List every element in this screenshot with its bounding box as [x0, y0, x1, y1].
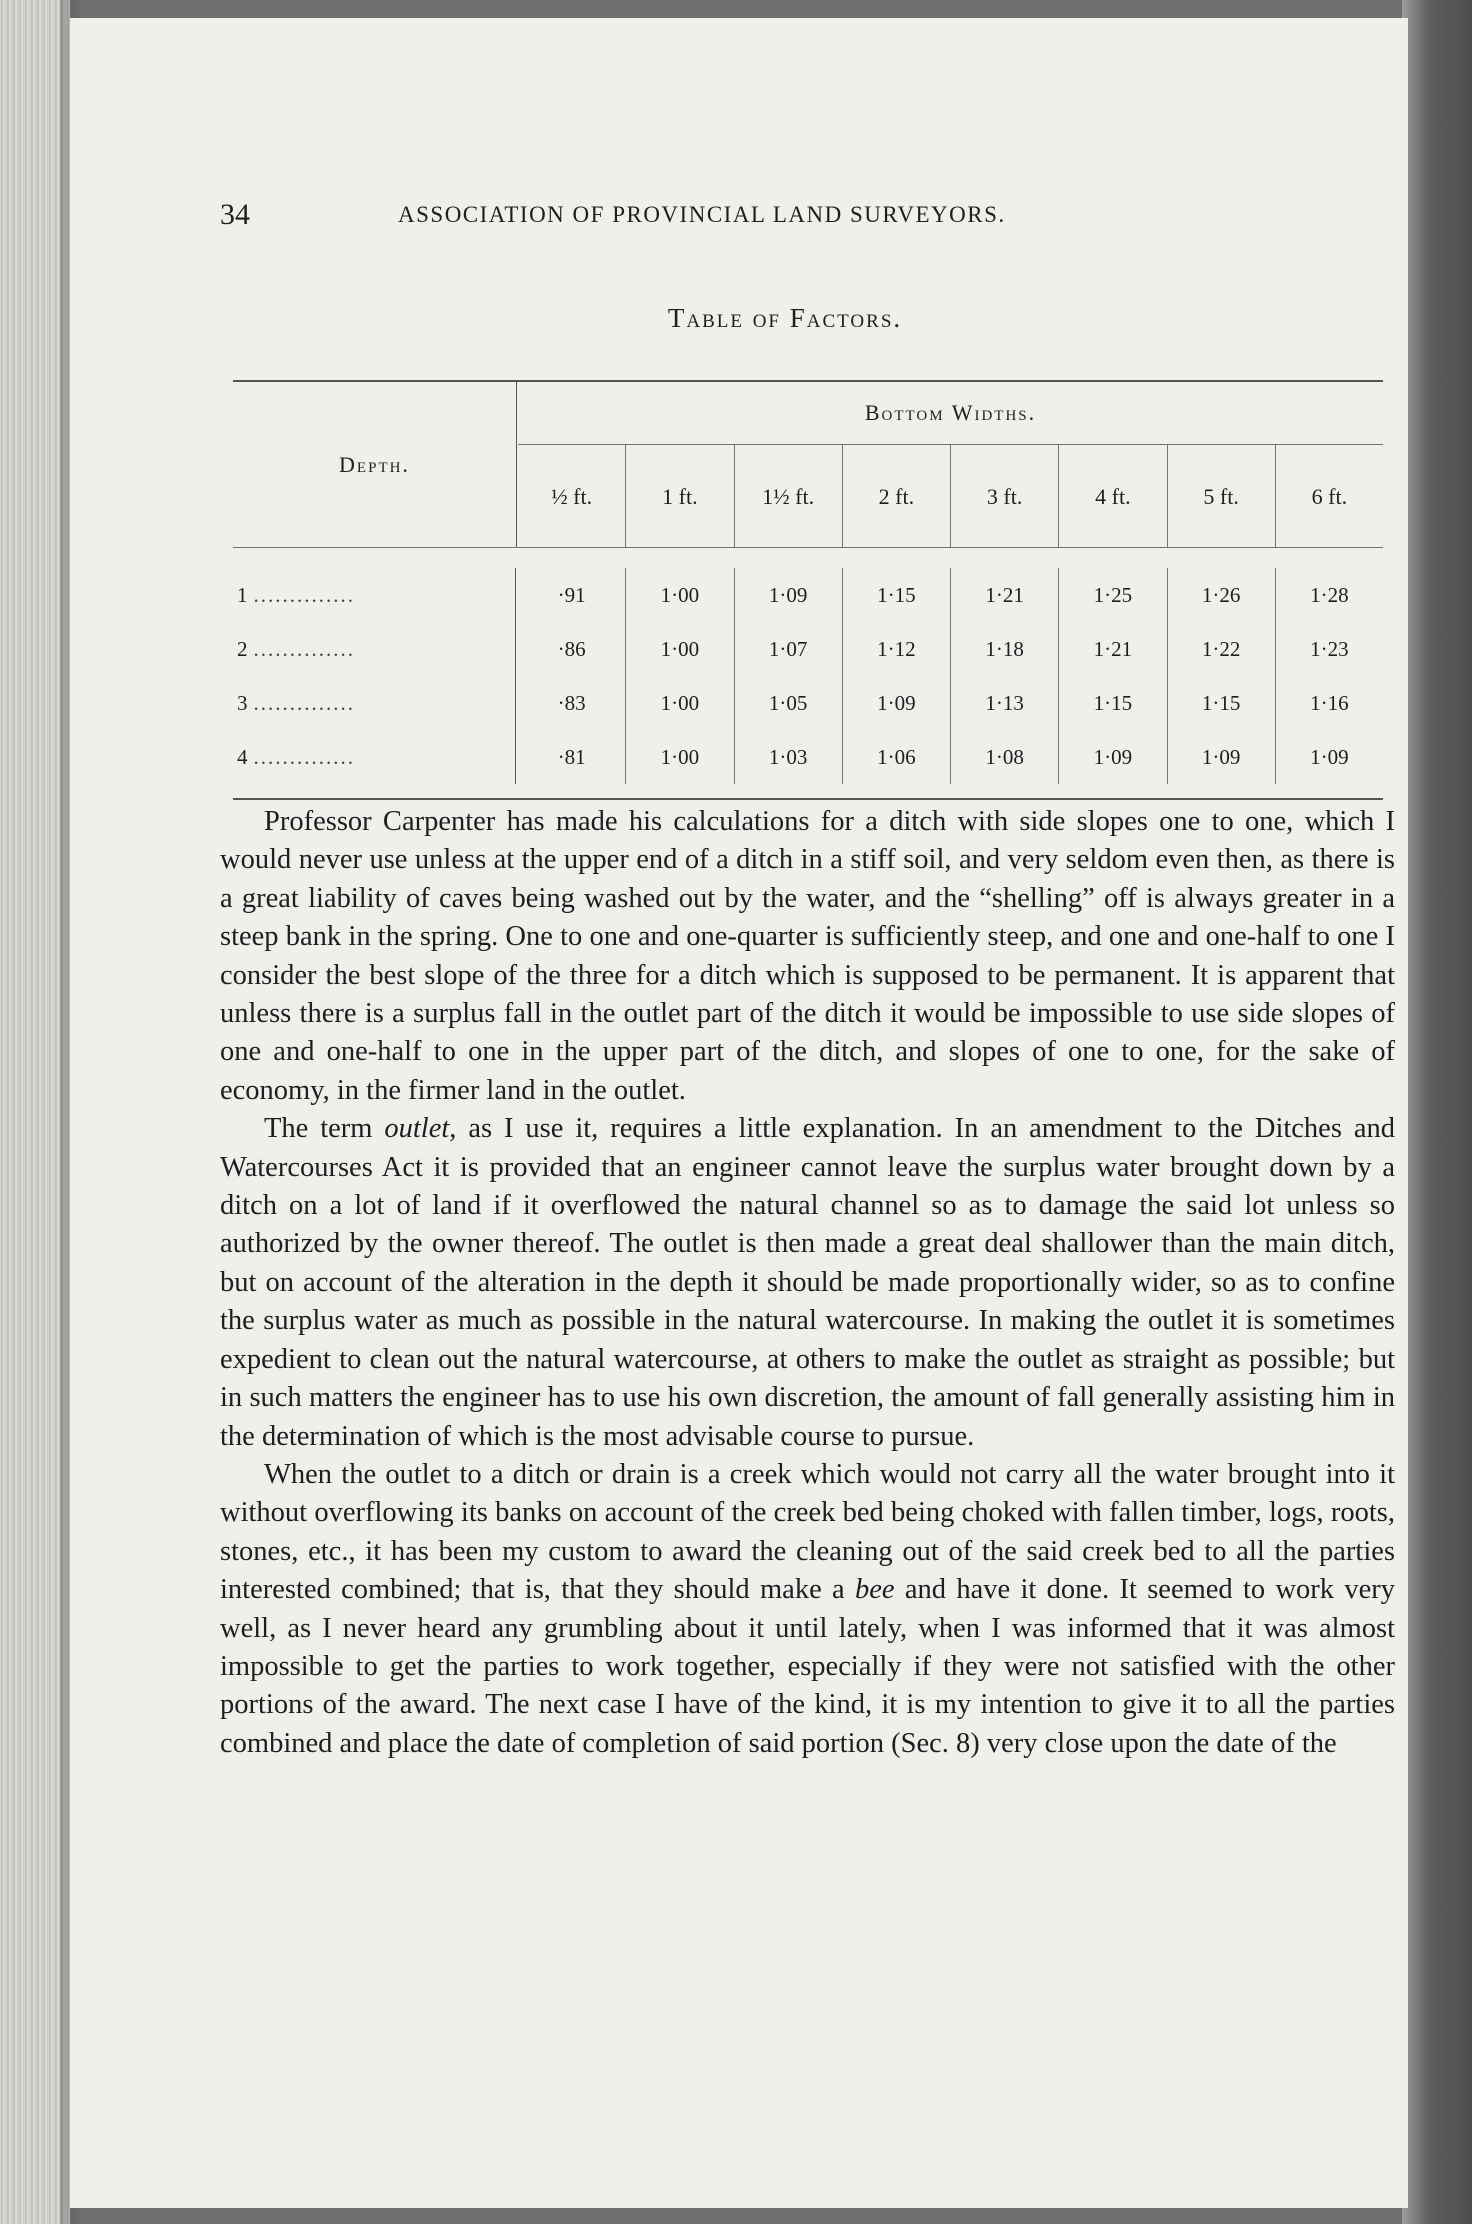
row-cells: [516, 730, 1383, 784]
text-run: The term: [264, 1113, 385, 1145]
column-header: 5 ft.: [1168, 445, 1276, 548]
table-head: [233, 382, 1383, 548]
paragraph: [220, 1456, 1395, 1763]
table-cell: 1·28: [1310, 582, 1349, 607]
table-row: [233, 568, 1383, 622]
leader-dots: ..............: [253, 744, 355, 769]
row-cells: [516, 676, 1383, 730]
row-cells: [516, 568, 1383, 622]
table-cell: 1·00: [626, 568, 734, 622]
table-cell: 1·22: [1168, 622, 1276, 676]
leader-dots: ..............: [253, 690, 355, 715]
table-cell: 1·09: [1059, 730, 1167, 784]
page-right-edge: [1402, 0, 1472, 2224]
column-header: 3 ft.: [951, 445, 1059, 548]
table-cell: 1·00: [626, 730, 734, 784]
text-run: When the outlet to a ditch or drain is a creek which would not carry all the water brought into it without overflowing its banks on account of the creek bed being choked with fallen timber, logs, roots, stones, etc., it has been my custom to award the cleaning out of the said creek bed to all the parties interested combined; that is, that they should make a: [220, 1458, 1395, 1606]
depth-value: 2: [237, 636, 248, 661]
table-cell: 1·12: [843, 622, 951, 676]
row-cells: [516, 622, 1383, 676]
table-cell: ·83: [518, 676, 626, 730]
column-header: 1 ft.: [626, 445, 734, 548]
table-cell: 1·07: [735, 622, 843, 676]
column-header: 6 ft.: [1311, 483, 1348, 509]
leader-dots: ..............: [253, 582, 355, 607]
table-cell: 1·15: [843, 568, 951, 622]
leader-dots: ..............: [253, 636, 355, 661]
table-body: [233, 548, 1383, 798]
depth-value: 1: [237, 582, 248, 607]
page-number: 34: [220, 198, 250, 231]
text-run: , as I use it, requires a little explanation. In an amendment to the Ditches and Watercourses Act it is provided that an engineer cannot leave the surplus water brought down by a ditch on a lot of land if it overflowed the natural channel so as to damage the said lot unless so authorized by the owner thereof. The outlet is then made a great deal shallower than the main ditch, but on account of the alteration in the depth it should be made proportionally wider, so as to confine the surplus water as much as possible in the natural watercourse. In making the outlet it is sometimes expedient to clean out the natural watercourse, at others to make the outlet as straight as possible; but in such matters the engineer has to use his own discretion, the amount of fall generally assisting him in the determination of which is the most advisable course to pursue.: [220, 1113, 1395, 1452]
table-cell: ·86: [518, 622, 626, 676]
text-run: and have it done. It seemed to work very well, as I never heard any grumbling about it until lately, when I was informed that it was almost impossible to get the parties to work together, especially if they were not satisfied with the other portions of the award. The next case I have of the kind, it is my intention to give it to all the parties combined and place the date of completion of said portion (Sec. 8) very close upon the date of the: [220, 1574, 1396, 1759]
table-cell: 1·13: [951, 676, 1059, 730]
table-cell: 1·09: [843, 676, 951, 730]
column-header: 2 ft.: [843, 445, 951, 548]
table-cell: 1·25: [1059, 568, 1167, 622]
table-cell: 1·15: [1059, 676, 1167, 730]
depth-value: 3: [237, 690, 248, 715]
paragraph: [220, 1110, 1395, 1456]
column-header: 1½ ft.: [735, 445, 843, 548]
depth-label: [233, 676, 516, 730]
table-row: [233, 622, 1383, 676]
table-cell: 1·08: [951, 730, 1059, 784]
table-cell: 1·00: [626, 622, 734, 676]
table-cell: 1·26: [1168, 568, 1276, 622]
table-cell: 1·09: [735, 568, 843, 622]
table-cell: 1·23: [1310, 636, 1349, 661]
table-cell: 1·15: [1168, 676, 1276, 730]
depth-column-header: Depth.: [233, 382, 517, 547]
width-column-headers: [518, 445, 1383, 548]
depth-label: [233, 622, 516, 676]
table-cell: 1·18: [951, 622, 1059, 676]
table-cell: ·81: [518, 730, 626, 784]
table-cell: ·91: [518, 568, 626, 622]
depth-label: [233, 568, 516, 622]
table-cell: 1·05: [735, 676, 843, 730]
table-cell: 1·21: [1059, 622, 1167, 676]
table-cell: 1·06: [843, 730, 951, 784]
emphasis: bee: [855, 1574, 895, 1606]
body-text: [220, 803, 1395, 1763]
table-cell: 1·09: [1168, 730, 1276, 784]
table-cell: 1·03: [735, 730, 843, 784]
running-head: ASSOCIATION OF PROVINCIAL LAND SURVEYORS.: [398, 202, 1006, 227]
factors-table: [233, 380, 1383, 800]
table-title: Table of Factors.: [667, 303, 903, 333]
bottom-widths-header: Bottom Widths.: [518, 382, 1383, 445]
table-cell: 1·16: [1310, 690, 1349, 715]
depth-value: 4: [237, 744, 248, 769]
column-header: ½ ft.: [518, 445, 626, 548]
column-header: 4 ft.: [1059, 445, 1167, 548]
paragraph: Professor Carpenter has made his calculations for a ditch with side slopes one to one, which I would never use unless at the upper end of a ditch in a stiff soil, and very seldom even then, as there is a great liability of caves being washed out by the water, and the “shelling” off is always greater in a steep bank in the spring. One to one and one-quarter is sufficiently steep, and one and one-half to one I consider the best slope of the three for a ditch which is supposed to be permanent. It is apparent that unless there is a surplus fall in the outlet part of the ditch it would be impossible to use side slopes of one and one-half to one in the upper part of the ditch, and slopes of one to one, for the sake of economy, in the firmer land in the outlet.: [220, 806, 1395, 1106]
table-cell: 1·09: [1310, 744, 1349, 769]
book-page: [70, 18, 1408, 2208]
table-row: [233, 730, 1383, 784]
emphasis: outlet: [384, 1113, 450, 1145]
table-cell: 1·21: [951, 568, 1059, 622]
table-cell: 1·00: [626, 676, 734, 730]
depth-label: [233, 730, 516, 784]
bottom-widths-group: [518, 382, 1383, 547]
table-row: [233, 676, 1383, 730]
